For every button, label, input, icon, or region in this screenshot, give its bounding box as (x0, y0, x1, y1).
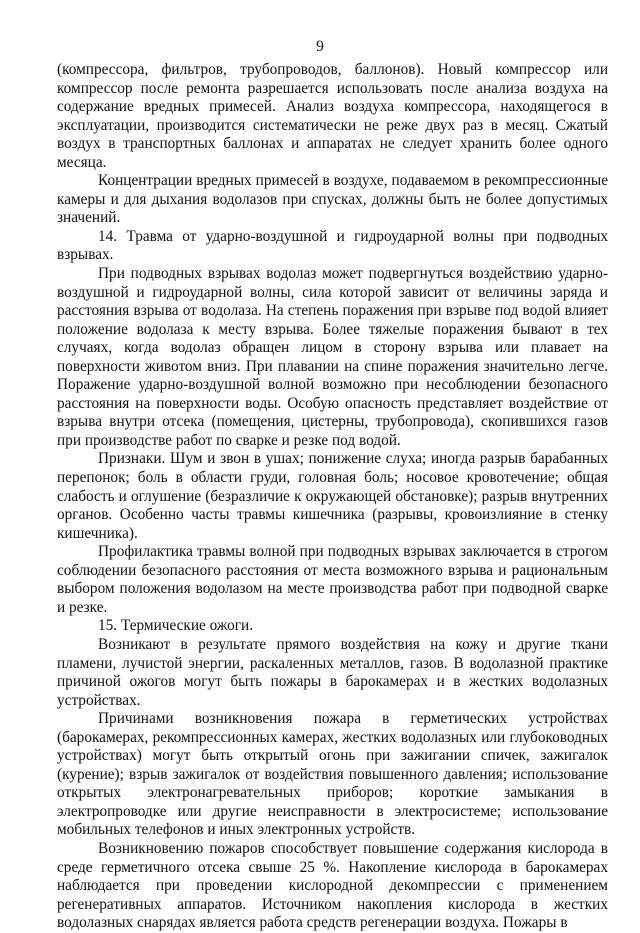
paragraph-compressor-continuation: (компрессора, фильтров, трубопроводов, баллонов). Новый компрессор или компрессор после ремонта разрешается использовать после анализа воздуха на содержание вредных примесей. Анализ воздуха компрессора, находящегося в эксплуатации, производится систематически не реже двух раз в месяц. Сжатый воздух в транспортных баллонах и аппаратах не следует хранить более одного месяца. (57, 61, 608, 171)
section-heading-15: 15. Термические ожоги. (98, 617, 254, 635)
section-heading-14: 14. Травма от ударно-воздушной и гидроударной волны при подводных взрывах. (57, 227, 608, 264)
paragraph-burn-causes: Возникают в результате прямого воздействия на кожу и другие ткани пламени, лучистой энергии, раскаленных металлов, газов. В водолазной практике причиной ожогов могут быть пожары в барокамерах и в жестких водолазных устройствах. (57, 635, 608, 709)
paragraph-impurity-concentrations: Концентрации вредных примесей в воздухе, подаваемом в рекомпрессионные камеры и для дыхания водолазов при спусках, должны быть не более допустимых значений. (57, 172, 608, 227)
paragraph-symptoms: Признаки. Шум и звон в ушах; понижение слуха; иногда разрыв барабанных перепонок; боль в области груди, головная боль; носовое кровотечение; общая слабость и оглушение (безразличие к окружающей обстановке); разрыв внутренних органов. Особенно часты травмы кишечника (разрывы, кровоизлияние в стенку кишечника). (57, 450, 608, 542)
paragraph-underwater-explosions: При подводных взрывах водолаз может подвергнуться воздействию ударно-воздушной и гидроударной волны, сила которой зависит от величины заряда и расстояния взрыва от водолаза. На степень поражения при взрыве под водой влияет положение водолаза к месту взрыва. Более тяжелые поражения бывают в тех случаях, когда водолаз обращен лицом в сторону взрыва или плавает на поверхности животом вниз. При плавании на спине поражения значительно легче. Поражение ударно-воздушной волной возможно при несоблюдении безопасного расстояния на поверхности воды. Особую опасность представляет воздействие от взрыва внутри отсека (помещения, цистерны, трубопровода), скопившихся газов при производстве работ по сварке и резке под водой. (57, 265, 608, 449)
paragraph-prevention: Профилактика травмы волной при подводных взрывах заключается в строгом соблюдении безопасного расстояния от места возможного взрыва и рациональным выбором положения водолазом на месте производства работ при подводной сварке и резке. (57, 543, 608, 616)
page-number: 9 (316, 38, 324, 55)
paragraph-fire-causes: Причинами возникновения пожара в герметических устройствах (барокамерах, рекомпрессионных камерах, жестких водолазных или глубоководных устройствах) могут быть открытый огонь при зажигании спичек, зажигалок (курение); взрыв зажигалок от воздействия повышенного давления; использование открытых электронагревательных приборов; короткие замыкания в электропроводке или другие неисправности в электросистеме; использование мобильных телефонов и иных электронных устройств. (57, 710, 608, 839)
paragraph-oxygen-accumulation: Возникновению пожаров способствует повышение содержания кислорода в среде герметичного отсека свыше 25 %. Накопление кислорода в барокамерах наблюдается при проведении кислородной декомпрессии с применением регенеративных аппаратов. Источником накопления кислорода в жестких водолазных снарядах является работа средств регенерации воздуха. Пожары в (57, 839, 608, 932)
document-body (57, 61, 608, 933)
